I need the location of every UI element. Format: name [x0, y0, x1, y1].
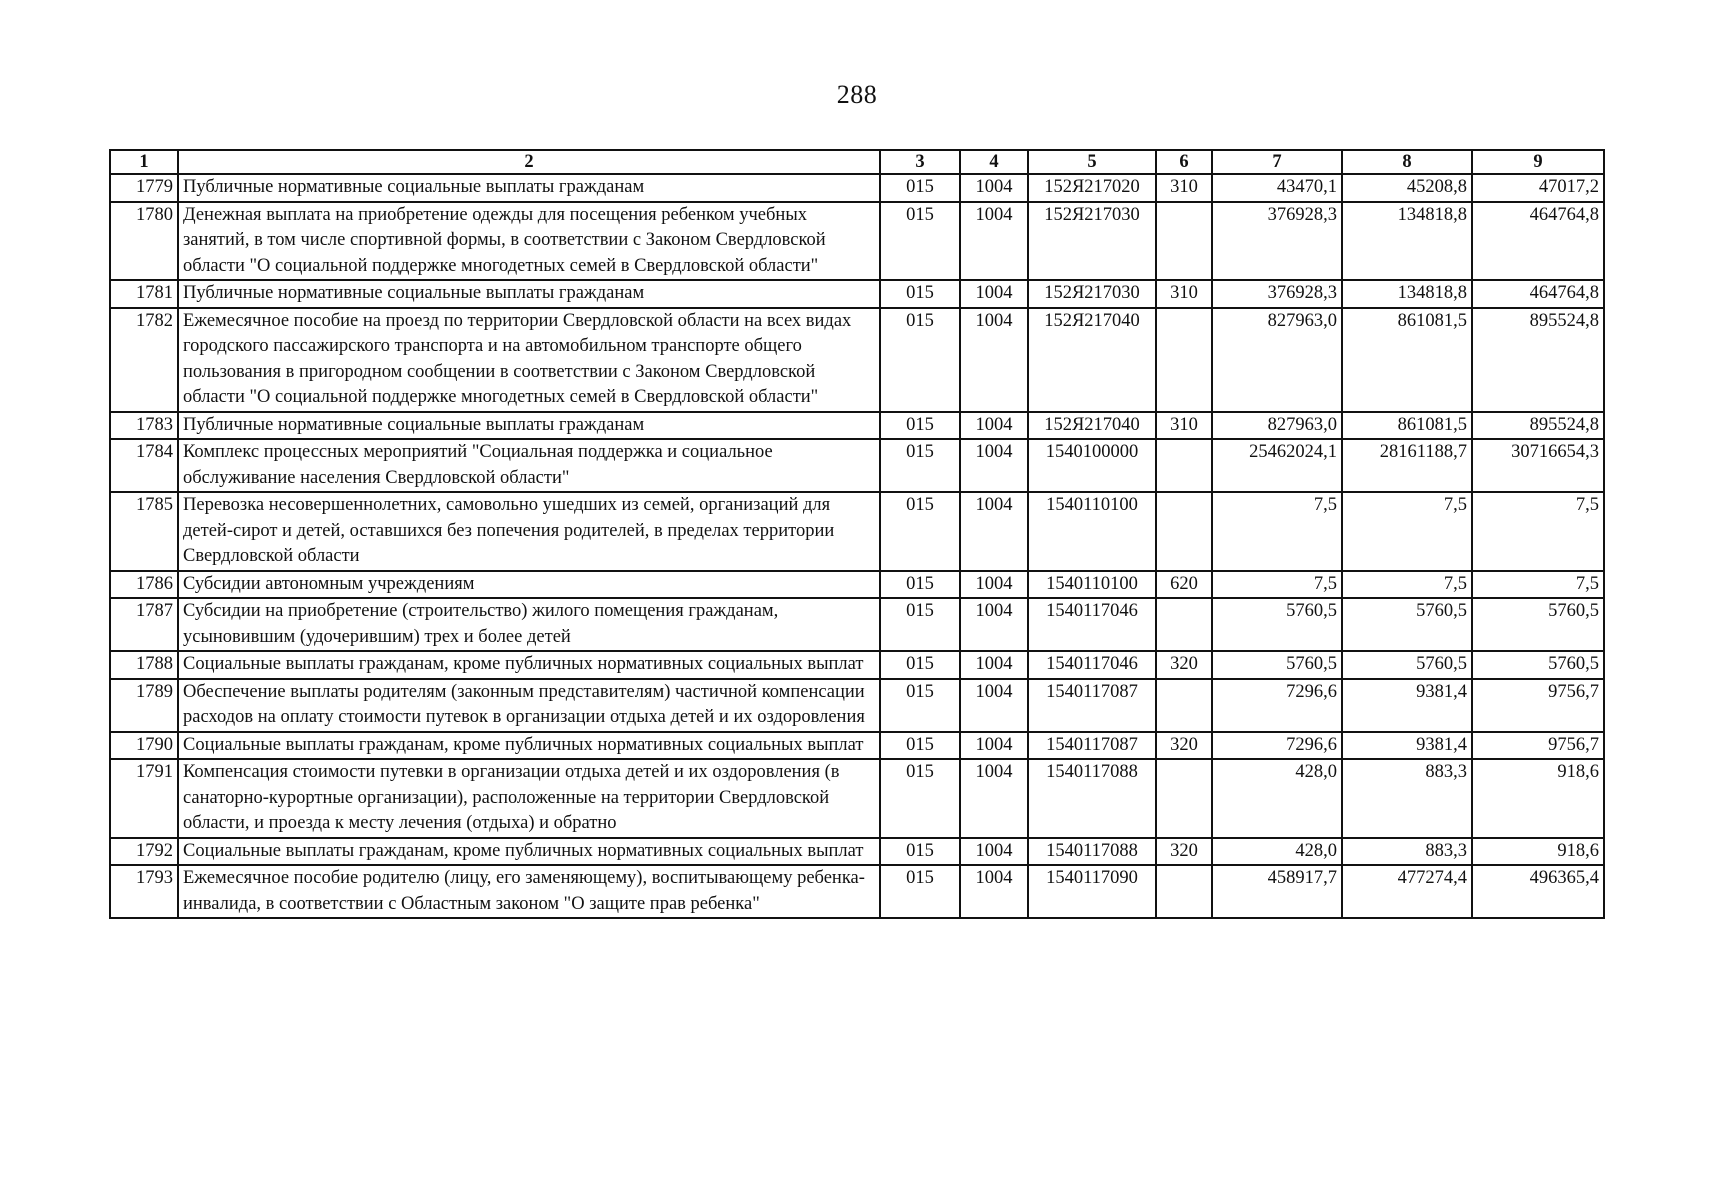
- amount-year-2: 134818,8: [1342, 202, 1472, 281]
- amount-year-3: 7,5: [1472, 492, 1604, 571]
- expense-type-code: [1156, 439, 1212, 492]
- ministry-code: 015: [880, 865, 960, 918]
- budget-table: [109, 149, 1605, 919]
- section-code: 1004: [960, 571, 1028, 599]
- amount-year-2: 134818,8: [1342, 280, 1472, 308]
- section-code: 1004: [960, 598, 1028, 651]
- table-row: [110, 280, 1604, 308]
- target-article-code: 1540117090: [1028, 865, 1156, 918]
- amount-year-3: 5760,5: [1472, 651, 1604, 679]
- table-header-row: [110, 150, 1604, 174]
- row-description: Субсидии автономным учреждениям: [178, 571, 880, 599]
- table-row: [110, 865, 1604, 918]
- row-number: 1792: [110, 838, 178, 866]
- row-description: Публичные нормативные социальные выплаты гражданам: [178, 174, 880, 202]
- amount-year-1: 827963,0: [1212, 308, 1342, 412]
- table-row: [110, 174, 1604, 202]
- table-row: [110, 732, 1604, 760]
- table-row: [110, 492, 1604, 571]
- section-code: 1004: [960, 412, 1028, 440]
- amount-year-3: 9756,7: [1472, 679, 1604, 732]
- target-article-code: 1540117088: [1028, 838, 1156, 866]
- page-number: 288: [836, 80, 878, 109]
- row-number: 1791: [110, 759, 178, 838]
- amount-year-3: 918,6: [1472, 838, 1604, 866]
- target-article-code: 1540100000: [1028, 439, 1156, 492]
- row-description: Ежемесячное пособие на проезд по территории Свердловской области на всех видах городского пассажирского транспорта и на автомобильном транспорте общего пользования в пригородном сообщении в соответствии с Законом Свердловской области "О социальной поддержке многодетных семей в Свердловской области": [178, 308, 880, 412]
- column-header-9: 9: [1472, 150, 1604, 174]
- ministry-code: 015: [880, 280, 960, 308]
- row-number: 1787: [110, 598, 178, 651]
- amount-year-3: 918,6: [1472, 759, 1604, 838]
- table-row: [110, 571, 1604, 599]
- row-description: Публичные нормативные социальные выплаты гражданам: [178, 280, 880, 308]
- table-row: [110, 838, 1604, 866]
- expense-type-code: 310: [1156, 174, 1212, 202]
- amount-year-1: 7296,6: [1212, 732, 1342, 760]
- row-number: 1783: [110, 412, 178, 440]
- expense-type-code: 320: [1156, 838, 1212, 866]
- amount-year-2: 861081,5: [1342, 412, 1472, 440]
- table-row: [110, 759, 1604, 838]
- expense-type-code: 320: [1156, 651, 1212, 679]
- target-article-code: 1540117088: [1028, 759, 1156, 838]
- expense-type-code: [1156, 759, 1212, 838]
- row-description: Обеспечение выплаты родителям (законным представителям) частичной компенсации расходов на оплату стоимости путевок в организации отдыха детей и их оздоровления: [178, 679, 880, 732]
- row-description: Перевозка несовершеннолетних, самовольно ушедших из семей, организаций для детей-сирот и детей, оставшихся без попечения родителей, в пределах территории Свердловской области: [178, 492, 880, 571]
- expense-type-code: [1156, 679, 1212, 732]
- section-code: 1004: [960, 679, 1028, 732]
- table-row: [110, 651, 1604, 679]
- row-number: 1790: [110, 732, 178, 760]
- amount-year-2: 883,3: [1342, 759, 1472, 838]
- row-number: 1781: [110, 280, 178, 308]
- ministry-code: 015: [880, 759, 960, 838]
- column-header-8: 8: [1342, 150, 1472, 174]
- row-number: 1784: [110, 439, 178, 492]
- row-description: Публичные нормативные социальные выплаты гражданам: [178, 412, 880, 440]
- target-article-code: 152Я217020: [1028, 174, 1156, 202]
- row-number: 1785: [110, 492, 178, 571]
- target-article-code: 1540110100: [1028, 492, 1156, 571]
- table-body: [110, 174, 1604, 918]
- row-description: Субсидии на приобретение (строительство) жилого помещения гражданам, усыновившим (удочерившим) трех и более детей: [178, 598, 880, 651]
- amount-year-1: 7,5: [1212, 492, 1342, 571]
- amount-year-1: 7,5: [1212, 571, 1342, 599]
- row-number: 1779: [110, 174, 178, 202]
- table-row: [110, 439, 1604, 492]
- amount-year-3: 464764,8: [1472, 280, 1604, 308]
- ministry-code: 015: [880, 598, 960, 651]
- amount-year-3: 9756,7: [1472, 732, 1604, 760]
- amount-year-1: 827963,0: [1212, 412, 1342, 440]
- expense-type-code: 310: [1156, 280, 1212, 308]
- amount-year-3: 7,5: [1472, 571, 1604, 599]
- row-description: Компенсация стоимости путевки в организации отдыха детей и их оздоровления (в санаторно-курортные организации), расположенные на территории Свердловской области, и проезда к месту лечения (отдыха) и обратно: [178, 759, 880, 838]
- amount-year-1: 5760,5: [1212, 651, 1342, 679]
- amount-year-1: 43470,1: [1212, 174, 1342, 202]
- target-article-code: 1540117046: [1028, 651, 1156, 679]
- amount-year-2: 477274,4: [1342, 865, 1472, 918]
- expense-type-code: 620: [1156, 571, 1212, 599]
- amount-year-2: 5760,5: [1342, 598, 1472, 651]
- target-article-code: 1540117046: [1028, 598, 1156, 651]
- expense-type-code: [1156, 308, 1212, 412]
- section-code: 1004: [960, 492, 1028, 571]
- target-article-code: 1540110100: [1028, 571, 1156, 599]
- column-header-2: 2: [178, 150, 880, 174]
- table-row: [110, 679, 1604, 732]
- row-description: Социальные выплаты гражданам, кроме публичных нормативных социальных выплат: [178, 732, 880, 760]
- column-header-7: 7: [1212, 150, 1342, 174]
- ministry-code: 015: [880, 679, 960, 732]
- expense-type-code: 320: [1156, 732, 1212, 760]
- target-article-code: 152Я217040: [1028, 412, 1156, 440]
- row-number: 1793: [110, 865, 178, 918]
- column-header-3: 3: [880, 150, 960, 174]
- section-code: 1004: [960, 202, 1028, 281]
- expense-type-code: [1156, 202, 1212, 281]
- section-code: 1004: [960, 865, 1028, 918]
- target-article-code: 152Я217040: [1028, 308, 1156, 412]
- column-header-5: 5: [1028, 150, 1156, 174]
- section-code: 1004: [960, 439, 1028, 492]
- table-row: [110, 412, 1604, 440]
- row-description: Комплекс процессных мероприятий "Социальная поддержка и социальное обслуживание населения Свердловской области": [178, 439, 880, 492]
- ministry-code: 015: [880, 174, 960, 202]
- ministry-code: 015: [880, 571, 960, 599]
- ministry-code: 015: [880, 492, 960, 571]
- column-header-6: 6: [1156, 150, 1212, 174]
- ministry-code: 015: [880, 308, 960, 412]
- row-number: 1782: [110, 308, 178, 412]
- amount-year-1: 428,0: [1212, 838, 1342, 866]
- amount-year-1: 7296,6: [1212, 679, 1342, 732]
- table-row: [110, 308, 1604, 412]
- section-code: 1004: [960, 280, 1028, 308]
- row-number: 1786: [110, 571, 178, 599]
- section-code: 1004: [960, 651, 1028, 679]
- amount-year-3: 5760,5: [1472, 598, 1604, 651]
- row-number: 1789: [110, 679, 178, 732]
- amount-year-2: 28161188,7: [1342, 439, 1472, 492]
- ministry-code: 015: [880, 202, 960, 281]
- amount-year-1: 376928,3: [1212, 202, 1342, 281]
- expense-type-code: [1156, 865, 1212, 918]
- amount-year-1: 5760,5: [1212, 598, 1342, 651]
- target-article-code: 152Я217030: [1028, 202, 1156, 281]
- column-header-4: 4: [960, 150, 1028, 174]
- amount-year-2: 7,5: [1342, 492, 1472, 571]
- column-header-1: 1: [110, 150, 178, 174]
- section-code: 1004: [960, 838, 1028, 866]
- section-code: 1004: [960, 759, 1028, 838]
- amount-year-2: 9381,4: [1342, 732, 1472, 760]
- ministry-code: 015: [880, 651, 960, 679]
- row-description: Ежемесячное пособие родителю (лицу, его заменяющему), воспитывающему ребенка-инвалида, в соответствии с Областным законом "О защите прав ребенка": [178, 865, 880, 918]
- amount-year-1: 428,0: [1212, 759, 1342, 838]
- row-description: Денежная выплата на приобретение одежды для посещения ребенком учебных занятий, в том числе спортивной формы, в соответствии с Законом Свердловской области "О социальной поддержке многодетных семей в Свердловской области": [178, 202, 880, 281]
- row-number: 1780: [110, 202, 178, 281]
- amount-year-3: 47017,2: [1472, 174, 1604, 202]
- amount-year-1: 458917,7: [1212, 865, 1342, 918]
- table-row: [110, 202, 1604, 281]
- ministry-code: 015: [880, 412, 960, 440]
- target-article-code: 1540117087: [1028, 732, 1156, 760]
- amount-year-3: 895524,8: [1472, 412, 1604, 440]
- expense-type-code: [1156, 598, 1212, 651]
- amount-year-3: 30716654,3: [1472, 439, 1604, 492]
- ministry-code: 015: [880, 732, 960, 760]
- row-description: Социальные выплаты гражданам, кроме публичных нормативных социальных выплат: [178, 838, 880, 866]
- amount-year-2: 7,5: [1342, 571, 1472, 599]
- ministry-code: 015: [880, 838, 960, 866]
- amount-year-2: 861081,5: [1342, 308, 1472, 412]
- section-code: 1004: [960, 308, 1028, 412]
- amount-year-1: 376928,3: [1212, 280, 1342, 308]
- amount-year-2: 883,3: [1342, 838, 1472, 866]
- amount-year-1: 25462024,1: [1212, 439, 1342, 492]
- ministry-code: 015: [880, 439, 960, 492]
- amount-year-2: 9381,4: [1342, 679, 1472, 732]
- expense-type-code: [1156, 492, 1212, 571]
- amount-year-2: 5760,5: [1342, 651, 1472, 679]
- amount-year-2: 45208,8: [1342, 174, 1472, 202]
- amount-year-3: 464764,8: [1472, 202, 1604, 281]
- expense-type-code: 310: [1156, 412, 1212, 440]
- target-article-code: 1540117087: [1028, 679, 1156, 732]
- amount-year-3: 895524,8: [1472, 308, 1604, 412]
- section-code: 1004: [960, 732, 1028, 760]
- row-number: 1788: [110, 651, 178, 679]
- row-description: Социальные выплаты гражданам, кроме публичных нормативных социальных выплат: [178, 651, 880, 679]
- table-row: [110, 598, 1604, 651]
- target-article-code: 152Я217030: [1028, 280, 1156, 308]
- section-code: 1004: [960, 174, 1028, 202]
- amount-year-3: 496365,4: [1472, 865, 1604, 918]
